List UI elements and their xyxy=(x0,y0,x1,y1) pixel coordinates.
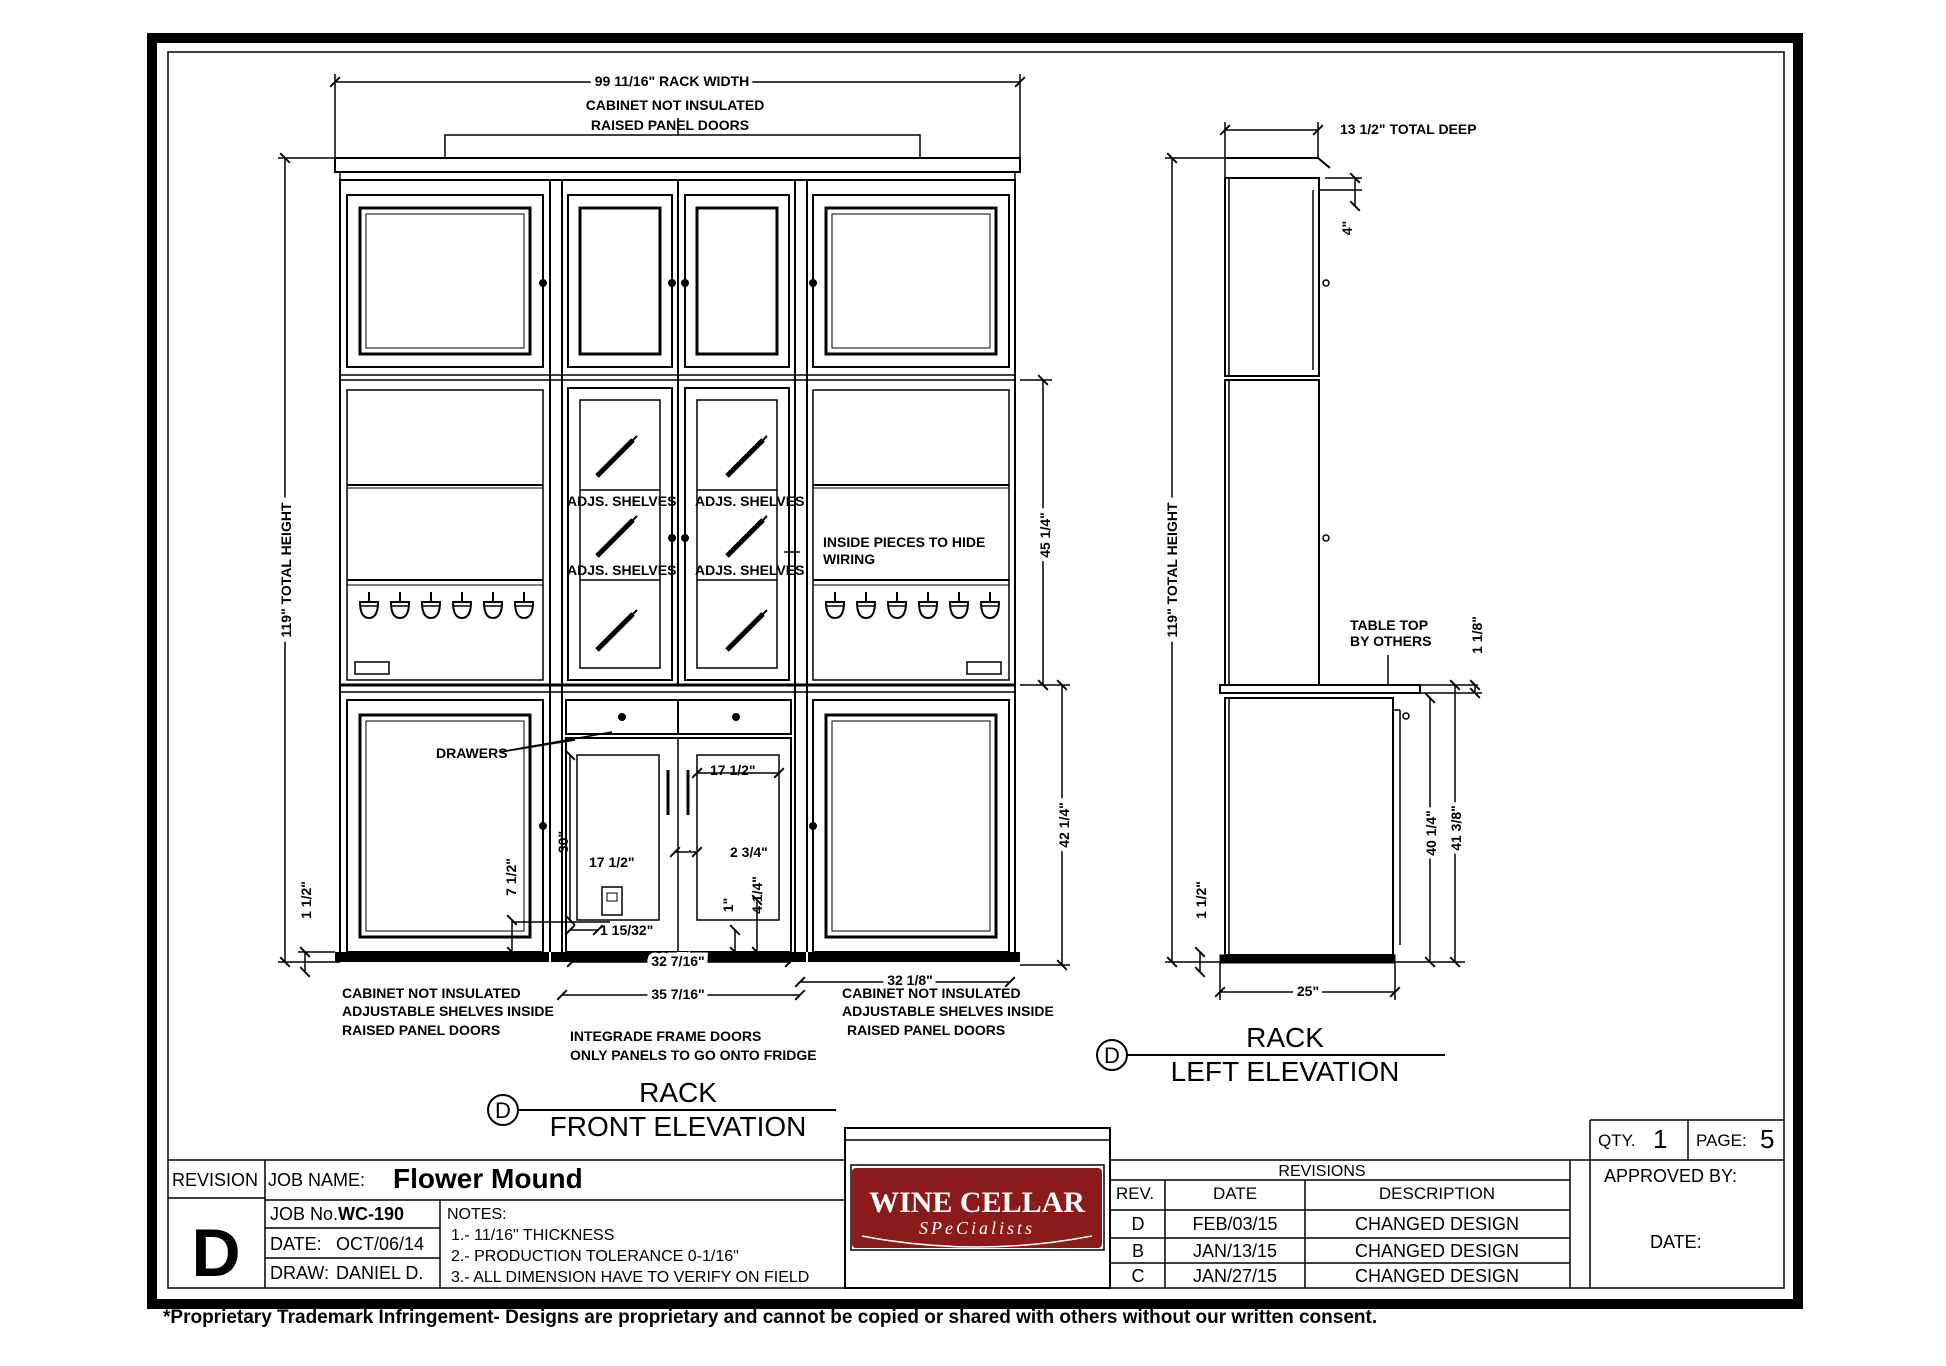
adj-shelves-3: ADJS. SHELVES xyxy=(567,562,677,578)
wine-bottles xyxy=(597,436,767,650)
rev-row-2-rev: B xyxy=(1131,1241,1145,1261)
right-note-3: RAISED PANEL DOORS xyxy=(847,1022,1006,1038)
left-41-3-8-label: 41 3/8" xyxy=(1448,805,1464,851)
rev-row-1-desc: CHANGED DESIGN xyxy=(1354,1214,1520,1234)
page-value: 5 xyxy=(1760,1124,1775,1154)
approved-date-label: DATE: xyxy=(1650,1232,1702,1252)
wine-glasses-left xyxy=(360,592,533,618)
table-top-line2: BY OTHERS xyxy=(1350,633,1432,649)
page-label: PAGE: xyxy=(1696,1131,1747,1150)
rev-header-desc: DESCRIPTION xyxy=(1378,1184,1496,1203)
rev-header-rev: REV. xyxy=(1115,1184,1155,1203)
date-value: OCT/06/14 xyxy=(336,1234,425,1254)
date-label: DATE: xyxy=(270,1234,322,1254)
front-elevation-title xyxy=(488,1077,836,1142)
note-1: 1.- 11/16" THICKNESS xyxy=(451,1227,615,1244)
draw-label: DRAW: xyxy=(270,1263,330,1283)
notes-label: NOTES: xyxy=(447,1206,507,1223)
left-base-height-label: 1 1/2" xyxy=(1193,881,1209,919)
front-labels xyxy=(278,73,1072,1063)
inside-pieces-line1: INSIDE PIECES TO HIDE xyxy=(823,534,986,550)
rev-row-1-date: FEB/03/15 xyxy=(1192,1214,1278,1234)
base-height-label: 1 1/2" xyxy=(298,881,314,919)
left-elevation-title xyxy=(1097,1022,1445,1087)
left-marker: D xyxy=(1104,1043,1120,1068)
job-no: WC-190 xyxy=(338,1204,405,1224)
fridge-32-1-8: 32 1/8" xyxy=(887,972,933,988)
adj-shelves-1: ADJS. SHELVES xyxy=(567,493,677,509)
proprietary-notice: *Proprietary Trademark Infringement- Designs are proprietary and cannot be copied or shared with others without our written consent. xyxy=(163,1307,1378,1328)
job-name-label: JOB NAME: xyxy=(268,1170,366,1190)
job-name: Flower Mound xyxy=(393,1163,583,1194)
left-depth-label: 25" xyxy=(1296,983,1320,999)
total-deep-label: 13 1/2" TOTAL DEEP xyxy=(1340,121,1477,137)
top-note-line1: CABINET NOT INSULATED xyxy=(585,97,765,113)
fridge-17-left: 17 1/2" xyxy=(589,854,635,870)
rev-row-3-date: JAN/27/15 xyxy=(1192,1266,1278,1286)
left-note-3: RAISED PANEL DOORS xyxy=(342,1022,501,1038)
fridge-17-right: 17 1/2" xyxy=(710,762,756,778)
note-2: 2.- PRODUCTION TOLERANCE 0-1/16" xyxy=(451,1248,739,1265)
table-top-line1: TABLE TOP xyxy=(1350,617,1429,633)
left-4-label: 4" xyxy=(1339,220,1355,236)
adj-shelves-4: ADJS. SHELVES xyxy=(695,562,805,578)
front-marker: D xyxy=(495,1098,511,1123)
revision-letter: D xyxy=(191,1215,241,1291)
front-elevation xyxy=(335,158,1020,962)
left-elevation xyxy=(1220,158,1420,963)
inside-pieces-line2: WIRING xyxy=(823,551,876,567)
rev-row-3-rev: C xyxy=(1131,1266,1145,1286)
fridge-4-1-4: 4 1/4" xyxy=(749,876,765,914)
front-label-bottom: FRONT ELEVATION xyxy=(549,1111,807,1142)
logo-line1: WINE CELLAR xyxy=(869,1186,1085,1219)
draw-value: DANIEL D. xyxy=(336,1263,424,1283)
rack-width-label: 99 11/16" RACK WIDTH xyxy=(594,73,750,89)
front-label-top: RACK xyxy=(639,1077,717,1108)
approved-label: APPROVED BY: xyxy=(1604,1166,1738,1186)
right-note-1: CABINET NOT INSULATED xyxy=(842,985,1021,1001)
rev-row-2-desc: CHANGED DESIGN xyxy=(1354,1241,1520,1261)
qty-label: QTY. xyxy=(1598,1131,1636,1150)
fridge-1-15-32: 1 15/32" xyxy=(600,922,654,938)
left-1-1-8-label: 1 1/8" xyxy=(1469,616,1485,654)
wine-glasses-right xyxy=(826,592,999,618)
drawers-label: DRAWERS xyxy=(436,745,508,761)
left-label-bottom: LEFT ELEVATION xyxy=(1170,1056,1400,1087)
revisions-title: REVISIONS xyxy=(1278,1163,1366,1180)
wine-cellar-logo xyxy=(852,1168,1102,1248)
sheet-border xyxy=(152,38,1798,1304)
logo-line2: SPeCialists xyxy=(918,1218,1036,1238)
left-dimension-lines xyxy=(1165,122,1482,1000)
revision-label: REVISION xyxy=(172,1170,259,1190)
note-3: 3.- ALL DIMENSION HAVE TO VERIFY ON FIELD xyxy=(451,1269,810,1286)
left-40-1-4-label: 40 1/4" xyxy=(1423,810,1439,856)
fridge-32-7-16: 32 7/16" xyxy=(651,953,705,969)
fridge-35-7-16: 35 7/16" xyxy=(651,986,705,1002)
top-note-line2: RAISED PANEL DOORS xyxy=(590,117,750,133)
fridge-1: 1" xyxy=(720,897,736,913)
upper-height-label: 45 1/4" xyxy=(1037,512,1053,558)
rev-row-3-desc: CHANGED DESIGN xyxy=(1354,1266,1520,1286)
left-label-top: RACK xyxy=(1246,1022,1324,1053)
center-note-2: ONLY PANELS TO GO ONTO FRIDGE xyxy=(570,1047,817,1063)
fridge-7-1-2: 7 1/2" xyxy=(503,858,519,896)
job-no-label: JOB No. xyxy=(270,1204,339,1224)
lower-height-label: 42 1/4" xyxy=(1056,802,1072,848)
left-labels xyxy=(1164,121,1485,999)
left-total-height-label: 119" TOTAL HEIGHT xyxy=(1164,502,1180,638)
adj-shelves-2: ADJS. SHELVES xyxy=(695,493,805,509)
center-note-1: INTEGRADE FRAME DOORS xyxy=(570,1028,762,1044)
rev-header-date: DATE xyxy=(1212,1184,1258,1203)
fridge-2-3-4: 2 3/4" xyxy=(730,844,768,860)
rev-row-2-date: JAN/13/15 xyxy=(1192,1241,1278,1261)
qty-value: 1 xyxy=(1653,1124,1668,1154)
rev-row-1-rev: D xyxy=(1131,1214,1145,1234)
total-height-label: 119" TOTAL HEIGHT xyxy=(278,502,294,638)
right-note-2: ADJUSTABLE SHELVES INSIDE xyxy=(842,1003,1054,1019)
left-note-1: CABINET NOT INSULATED xyxy=(342,985,521,1001)
left-note-2: ADJUSTABLE SHELVES INSIDE xyxy=(342,1003,554,1019)
fridge-30: 30" xyxy=(555,830,571,854)
